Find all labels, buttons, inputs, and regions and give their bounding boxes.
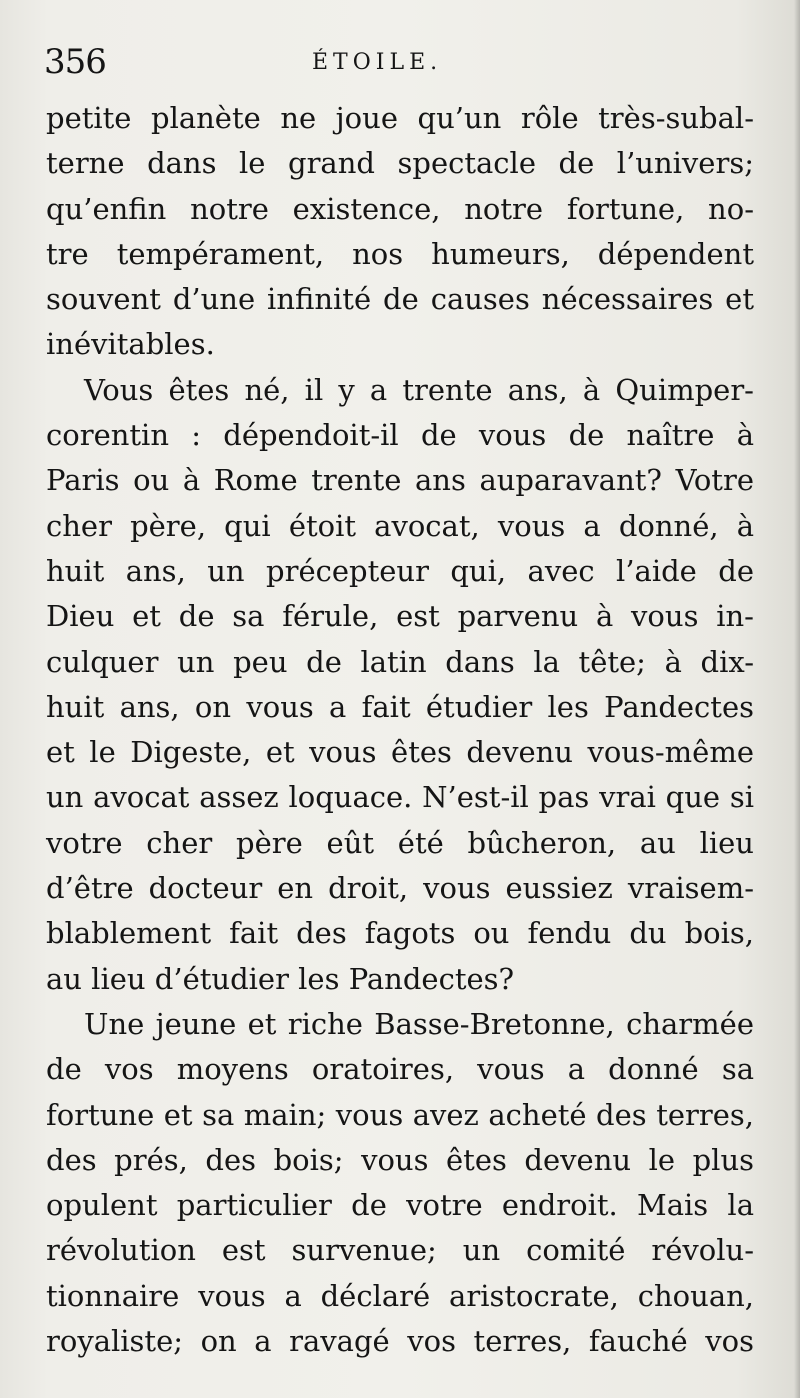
text-line: qu’enfin notre existence, notre fortune, no- xyxy=(46,191,754,226)
text-line: huit ans, on vous a fait étudier les Pandectes xyxy=(46,689,754,724)
page-number: 356 xyxy=(44,42,106,82)
text-line: corentin : dépendoit-il de vous de naître à xyxy=(46,418,754,453)
text-line: culquer un peu de latin dans la tête; à dix- xyxy=(46,644,754,679)
paragraph-start-line: Une jeune et riche Basse-Bretonne, charmée xyxy=(84,1006,754,1041)
text-line: cher père, qui étoit avocat, vous a donné, à xyxy=(46,508,754,543)
running-head: ÉTOILE. xyxy=(312,50,443,75)
page-header xyxy=(44,38,764,88)
text-line: et le Digeste, et vous êtes devenu vous-même xyxy=(46,735,754,770)
body-text xyxy=(46,96,754,1364)
text-line: Paris ou à Rome trente ans auparavant? Votre xyxy=(46,463,754,498)
text-line: tionnaire vous a déclaré aristocrate, chouan, xyxy=(46,1278,754,1313)
page-edge-shadow xyxy=(794,0,800,1398)
text-line: petite planète ne joue qu’un rôle très-subal- xyxy=(46,101,754,135)
text-line: au lieu d’étudier les Pandectes? xyxy=(46,961,515,996)
text-line: opulent particulier de votre endroit. Mais la xyxy=(46,1188,754,1223)
paragraph-start-line: Vous êtes né, il y a trente ans, à Quimper- xyxy=(84,372,754,407)
text-line: de vos moyens oratoires, vous a donné sa xyxy=(46,1052,754,1087)
text-line: d’être docteur en droit, vous eussiez vraisem- xyxy=(46,871,754,906)
text-line: inévitables. xyxy=(46,327,215,362)
text-line: un avocat assez loquace. N’est-il pas vrai que si xyxy=(46,780,754,815)
text-line: blablement fait des fagots ou fendu du bois, xyxy=(46,916,754,951)
text-line: terne dans le grand spectacle de l’univers; xyxy=(46,146,754,181)
text-line: tre tempérament, nos humeurs, dépendent xyxy=(46,236,754,271)
text-line: huit ans, un précepteur qui, avec l’aide de xyxy=(46,553,754,588)
text-line: révolution est survenue; un comité révolu- xyxy=(46,1233,754,1268)
text-line: des prés, des bois; vous êtes devenu le plus xyxy=(46,1142,754,1177)
text-line: royaliste; on a ravagé vos terres, fauché vos xyxy=(46,1324,754,1359)
text-line: souvent d’une infinité de causes nécessaires et xyxy=(46,282,754,317)
text-line: votre cher père eût été bûcheron, au lieu xyxy=(46,825,754,860)
text-line: Dieu et de sa férule, est parvenu à vous in- xyxy=(46,599,754,634)
text-line: fortune et sa main; vous avez acheté des terres, xyxy=(46,1097,754,1132)
